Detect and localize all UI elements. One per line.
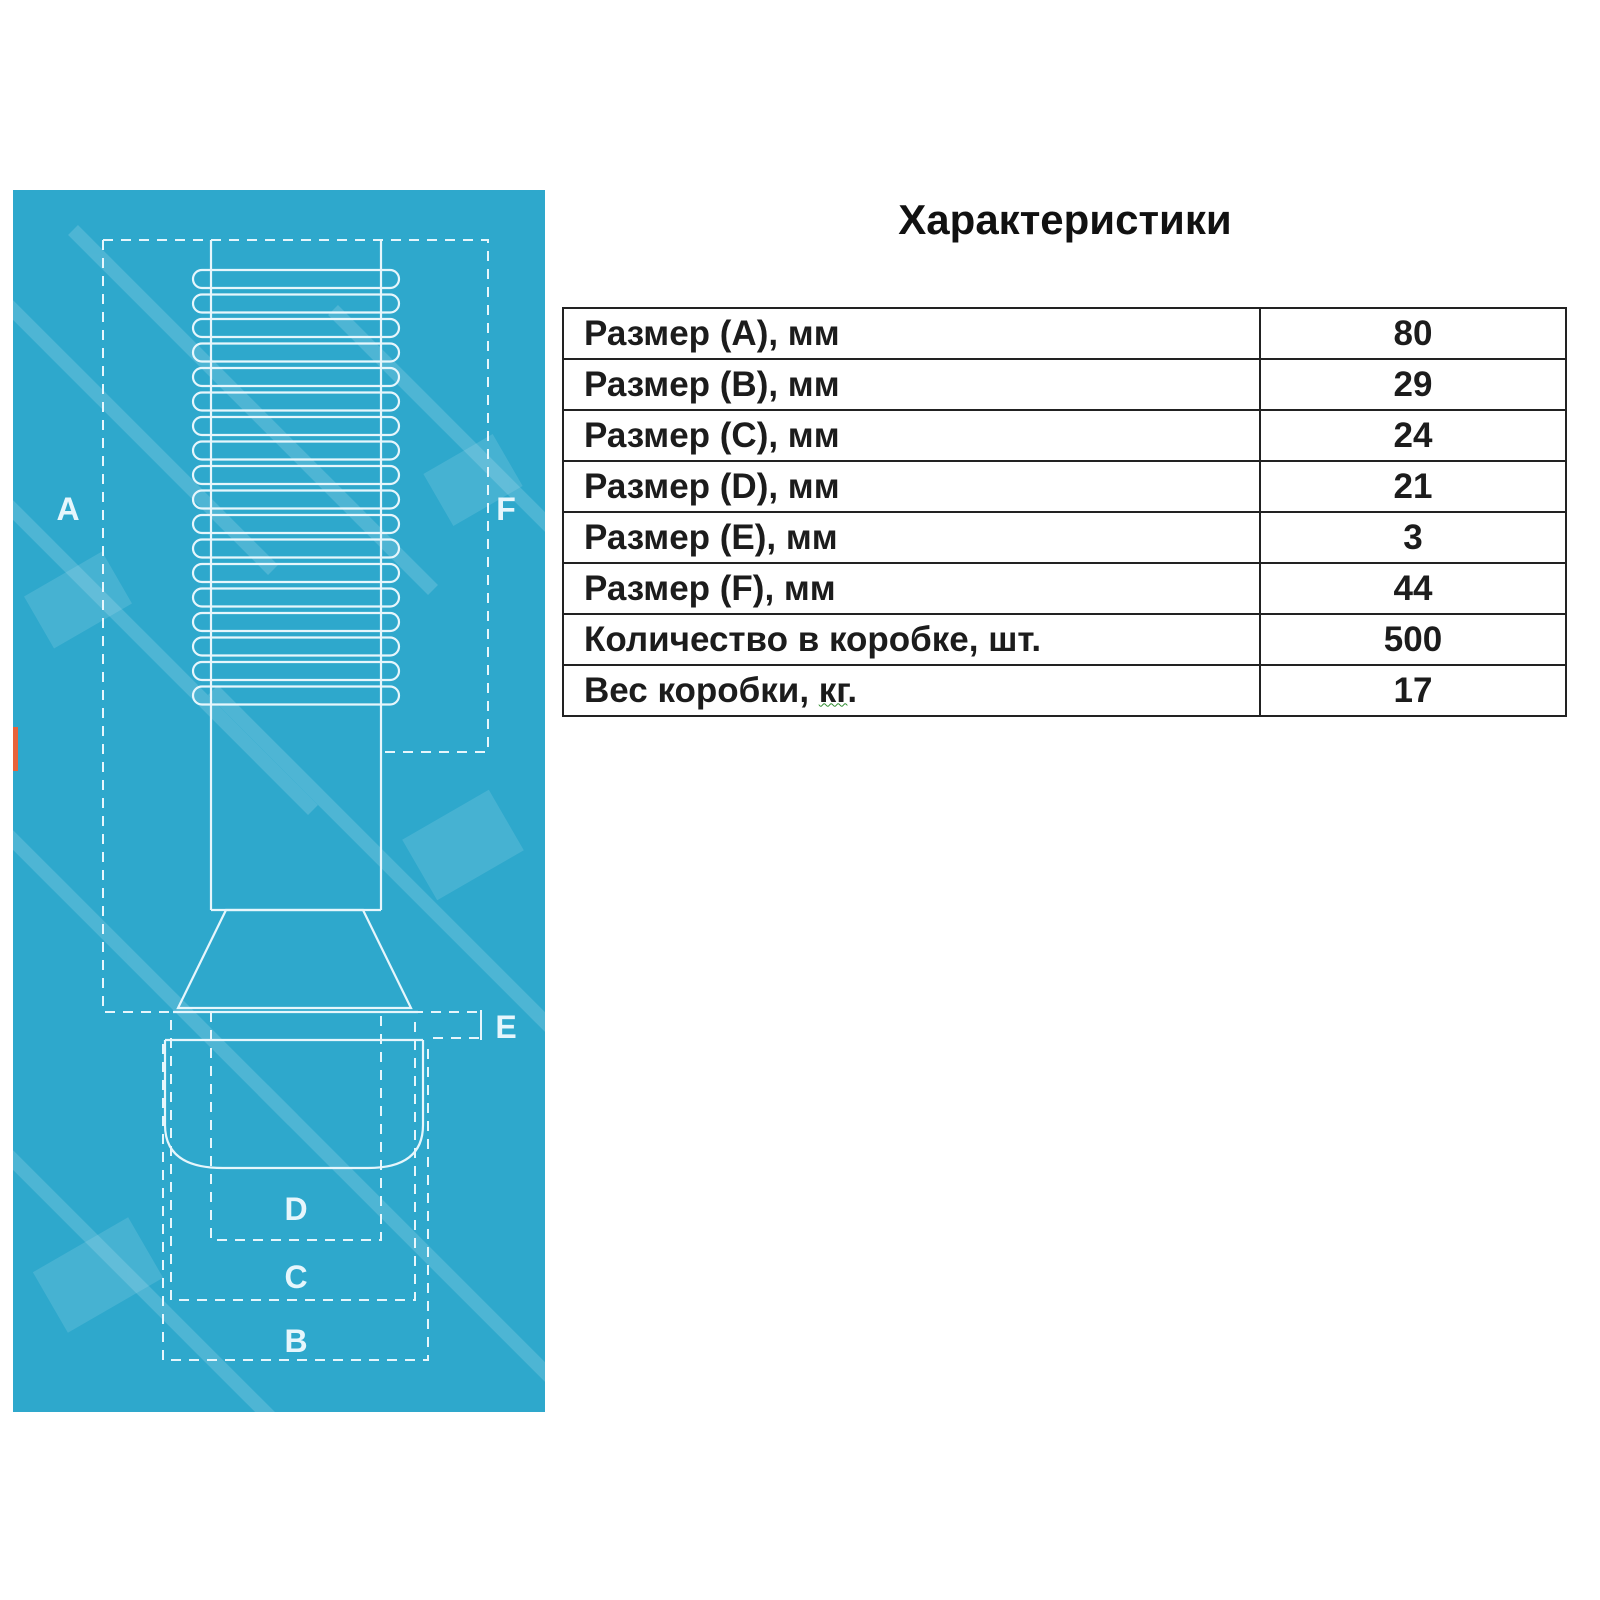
row-value: 44 xyxy=(1260,563,1566,614)
row-label-end: . xyxy=(847,670,858,710)
thread-ring xyxy=(193,393,399,411)
table-row xyxy=(563,461,1566,512)
thread-ring xyxy=(193,417,399,435)
table-row xyxy=(563,359,1566,410)
table-row xyxy=(563,410,1566,461)
thread-ring xyxy=(193,466,399,484)
thread-ring xyxy=(193,638,399,656)
row-label: Размер (D), мм xyxy=(563,461,1260,512)
spec-table xyxy=(562,307,1567,717)
row-label: Размер (F), мм xyxy=(563,563,1260,614)
spellcheck-underlined-word: кг xyxy=(818,670,848,710)
row-value: 80 xyxy=(1260,308,1566,359)
row-label: Количество в коробке, шт. xyxy=(563,614,1260,665)
thread-ring xyxy=(193,295,399,313)
label-c: C xyxy=(284,1259,308,1295)
dimension-e-bracket xyxy=(413,1012,481,1038)
table-row xyxy=(563,563,1566,614)
dimension-a-bracket xyxy=(103,240,183,1012)
label-d: D xyxy=(284,1191,308,1227)
label-e: E xyxy=(495,1009,517,1045)
row-label: Размер (E), мм xyxy=(563,512,1260,563)
row-label: Размер (В), мм xyxy=(563,359,1260,410)
row-value: 24 xyxy=(1260,410,1566,461)
row-label-text: Вес коробки, xyxy=(584,670,819,710)
thread-ring xyxy=(193,613,399,631)
dimension-c-bracket xyxy=(171,1020,415,1300)
bolt-diagram xyxy=(13,190,545,1412)
orange-edge-marker xyxy=(13,727,18,771)
row-value: 500 xyxy=(1260,614,1566,665)
row-label: Размер (А), мм xyxy=(563,308,1260,359)
table-row xyxy=(563,614,1566,665)
thread-ring xyxy=(193,540,399,558)
spec-title: Характеристики xyxy=(898,196,1232,243)
table-row xyxy=(563,665,1566,716)
label-a: A xyxy=(56,491,80,527)
thread-ring xyxy=(193,564,399,582)
row-label: Размер (С), мм xyxy=(563,410,1260,461)
thread-ring xyxy=(193,319,399,337)
thread-ring xyxy=(193,270,399,288)
row-value: 29 xyxy=(1260,359,1566,410)
thread-rings xyxy=(193,270,399,705)
table-row xyxy=(563,308,1566,359)
row-value: 21 xyxy=(1260,461,1566,512)
bolt-diagram-panel xyxy=(13,190,545,1412)
thread-ring xyxy=(193,662,399,680)
thread-ring xyxy=(193,589,399,607)
row-label xyxy=(563,665,1260,716)
table-row xyxy=(563,512,1566,563)
label-b: B xyxy=(284,1323,308,1359)
label-f: F xyxy=(496,491,516,527)
row-value: 17 xyxy=(1260,665,1566,716)
thread-ring xyxy=(193,491,399,509)
row-value: 3 xyxy=(1260,512,1566,563)
